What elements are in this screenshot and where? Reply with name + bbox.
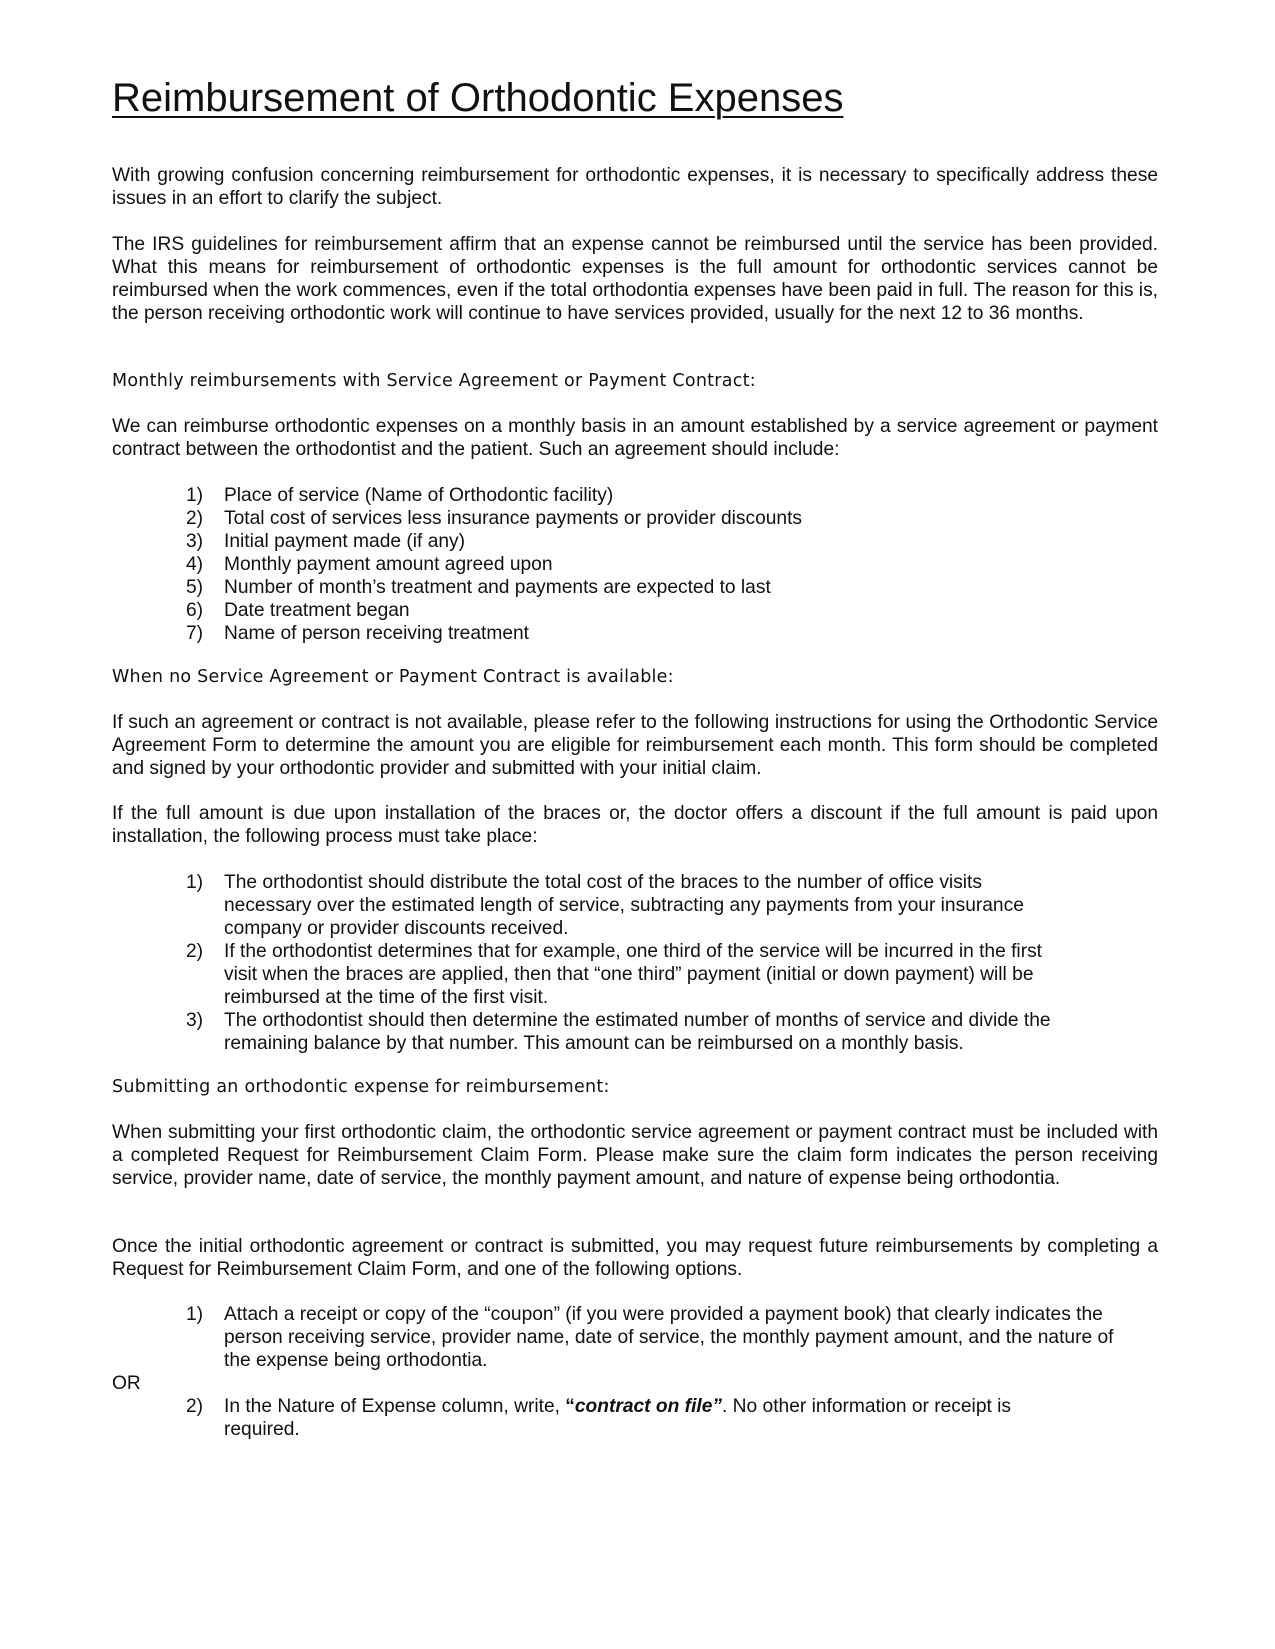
process-steps-list	[186, 871, 1066, 1055]
full-amount-paragraph: If the full amount is due upon installation of the braces or, the doctor offers a discount if the full amount is paid upon installation, the following process must take place:	[112, 803, 1158, 847]
list-number: 2)	[186, 508, 204, 529]
section-heading-monthly: Monthly reimbursements with Service Agreement or Payment Contract:	[112, 371, 756, 391]
list-number: 7)	[186, 623, 204, 644]
list-item-text: Attach a receipt or copy of the “coupon” (if you were provided a payment book) that clearly indicates the person receiving service, provider name, date of service, the monthly payment amount, and the nature of the expense being orthodontia.	[224, 1304, 1114, 1371]
first-claim-paragraph: When submitting your first orthodontic claim, the orthodontic service agreement or payment contract must be included with a completed Request for Reimbursement Claim Form. Please make sure the claim form indicates the person receiving service, provider name, date of service, the monthly payment amount, and nature of expense being orthodontia.	[112, 1122, 1158, 1189]
list-item	[186, 622, 1136, 645]
list-number: 3)	[186, 1010, 204, 1031]
section-heading-no-agreement: When no Service Agreement or Payment Contract is available:	[112, 667, 674, 687]
list-item	[186, 871, 1066, 940]
list-item	[186, 1009, 1066, 1055]
list-number: 1)	[186, 1304, 204, 1325]
list-item-text-after: . No other information or receipt is required.	[224, 1396, 1012, 1440]
section-heading-submitting: Submitting an orthodontic expense for reimbursement:	[112, 1077, 610, 1097]
list-item	[186, 507, 1136, 530]
list-item	[186, 599, 1136, 622]
list-item-text: Place of service (Name of Orthodontic facility)	[224, 485, 614, 506]
list-number: 3)	[186, 531, 204, 552]
list-number: 5)	[186, 577, 204, 598]
option-two-list	[186, 1395, 1066, 1441]
list-number: 1)	[186, 872, 204, 893]
list-item	[186, 530, 1136, 553]
irs-guidelines-paragraph: The IRS guidelines for reimbursement affirm that an expense cannot be reimbursed until the service has been provided. What this means for reimbursement of orthodontic expenses is the full amount for orthodontic services cannot be reimbursed when the work commences, even if the total orthodontia expenses have been paid in full. The reason for this is, the person receiving orthodontic work will continue to have services provided, usually for the next 12 to 36 months.	[112, 234, 1158, 324]
agreement-requirements-list	[186, 484, 1136, 645]
list-item-text: The orthodontist should distribute the total cost of the braces to the number of office visits necessary over the estimated length of service, subtracting any payments from your insurance company or provider discounts received.	[224, 872, 1024, 939]
intro-paragraph: With growing confusion concerning reimbursement for orthodontic expenses, it is necessary to specifically address these issues in an effort to clarify the subject.	[112, 165, 1158, 209]
list-item	[186, 1303, 1116, 1372]
list-number: 1)	[186, 485, 204, 506]
list-item-text: Initial payment made (if any)	[224, 531, 466, 552]
list-number: 4)	[186, 554, 204, 575]
list-number: 2)	[186, 941, 204, 962]
open-quote: “	[565, 1396, 575, 1417]
future-claims-paragraph: Once the initial orthodontic agreement or contract is submitted, you may request future reimbursements by completing a Request for Reimbursement Claim Form, and one of the following options.	[112, 1236, 1158, 1280]
list-item	[186, 484, 1136, 507]
list-item-text: Total cost of services less insurance payments or provider discounts	[224, 508, 803, 529]
list-item-text: The orthodontist should then determine the estimated number of months of service and divide the remaining balance by that number. This amount can be reimbursed on a monthly basis.	[224, 1010, 1051, 1054]
list-item-text: If the orthodontist determines that for example, one third of the service will be incurred in the first visit when the braces are applied, then that “one third” payment (initial or down payment) will be reimbursed at the time of the first visit.	[224, 941, 1043, 1008]
option-one-list	[186, 1303, 1116, 1372]
list-item	[186, 576, 1136, 599]
monthly-paragraph: We can reimburse orthodontic expenses on a monthly basis in an amount established by a service agreement or payment contract between the orthodontist and the patient. Such an agreement should include:	[112, 416, 1158, 460]
list-item-text: Date treatment began	[224, 600, 410, 621]
list-item-text-before: In the Nature of Expense column, write,	[224, 1396, 566, 1417]
list-item	[186, 553, 1136, 576]
list-item-text: Name of person receiving treatment	[224, 623, 530, 644]
emphasized-phrase: contract on file	[574, 1396, 713, 1417]
or-label: OR	[112, 1373, 141, 1394]
close-quote: ”	[712, 1396, 722, 1417]
list-item-text: Monthly payment amount agreed upon	[224, 554, 553, 575]
list-number: 6)	[186, 600, 204, 621]
list-item-text: Number of month’s treatment and payments are expected to last	[224, 577, 771, 598]
list-item	[186, 1395, 1066, 1441]
page-title: Reimbursement of Orthodontic Expenses	[112, 76, 844, 120]
list-number: 2)	[186, 1396, 204, 1417]
list-item	[186, 940, 1066, 1009]
no-agreement-paragraph: If such an agreement or contract is not available, please refer to the following instructions for using the Orthodontic Service Agreement Form to determine the amount you are eligible for reimbursement each month. This form should be completed and signed by your orthodontic provider and submitted with your initial claim.	[112, 712, 1158, 779]
